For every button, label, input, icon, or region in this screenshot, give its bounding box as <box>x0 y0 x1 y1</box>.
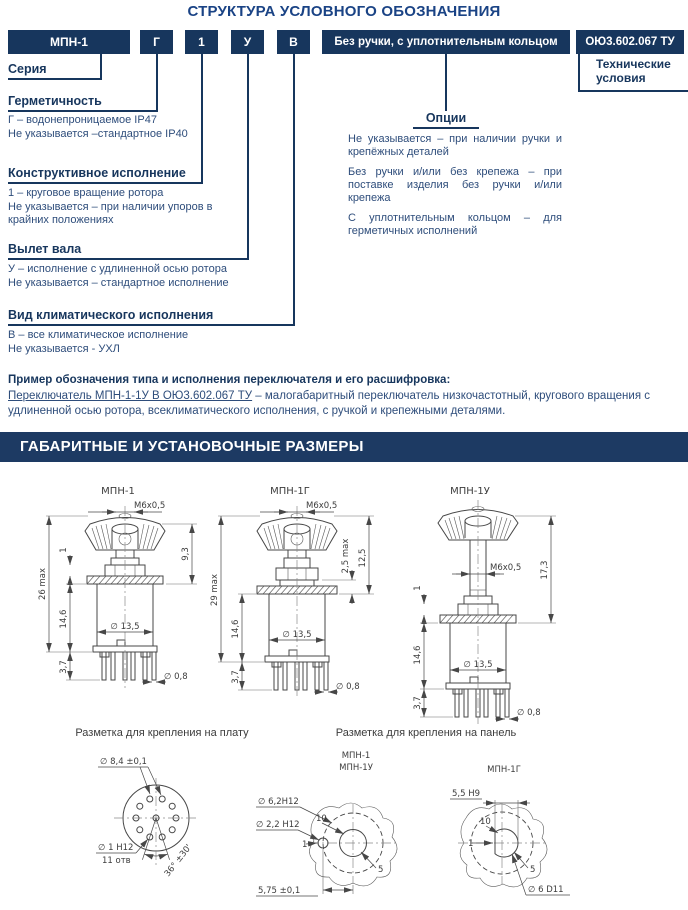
shaft-notes <box>8 263 288 290</box>
dim-shaft-hole: ∅ 6,2H12 <box>258 797 299 807</box>
dim-total-height: 29 max <box>210 573 220 607</box>
dim-body-diameter: ∅ 13,5 <box>463 660 493 670</box>
dim-body-diameter: ∅ 13,5 <box>110 622 140 632</box>
callout-seal-title: Герметичность <box>8 94 102 108</box>
design-note-1: 1 – круговое вращение ротора <box>8 187 164 199</box>
flange-hatch <box>257 586 336 594</box>
climate-note-1: В – все климатическое исполнение <box>8 329 189 341</box>
panel-mount-caption: Разметка для крепления на панель <box>335 727 517 739</box>
designation-box-series: МПН-1 <box>8 30 130 54</box>
dim-1: 1 <box>468 839 474 849</box>
pins <box>102 652 156 680</box>
designation-box-options: Без ручки, с уплотнительным кольцом <box>322 30 570 54</box>
dim-thread: M6x0,5 <box>490 563 522 573</box>
dim-1: 1 <box>302 840 308 850</box>
dim-ring-diameter: ∅ 8,4 ±0,1 <box>100 757 147 767</box>
callout-tu <box>578 54 688 92</box>
drawing-label: МПН-1У <box>450 486 490 497</box>
dim-offset: 5,75 ±0,1 <box>258 886 301 896</box>
options-note-3: С уплотнительным кольцом – для герметичных исполнений <box>348 212 562 237</box>
variant-label-2: МПН-1У <box>339 763 373 773</box>
dim-pin-hole: ∅ 2,2 H12 <box>256 820 300 830</box>
designation-box-tu: ОЮ3.602.067 ТУ <box>576 30 684 54</box>
dim-thread: M6x0,5 <box>134 501 166 511</box>
flange-hatch <box>87 576 160 584</box>
dim-bush-height: 12,5 <box>358 548 368 568</box>
options-note-1: Не указывается – при наличии ручки и крепёжных деталей <box>348 133 562 158</box>
example-block <box>8 374 682 419</box>
designation-box-seal: Г <box>140 30 173 54</box>
example-heading: Пример обозначения типа и исполнения переключателя и его расшифровка: <box>8 374 451 386</box>
dim-shaft-height: 17,3 <box>540 560 550 580</box>
dim-total-height: 26 max <box>38 567 48 601</box>
drawing-mpn1u-side <box>378 482 578 732</box>
options-note-2: Без ручки и/или без крепежа – при поставке изделия без ручки и/или крепежа <box>348 166 562 204</box>
dim-flat-width: 5,5 H9 <box>452 789 481 799</box>
seal-notes <box>8 114 258 141</box>
climate-note-2: Не указывается - УХЛ <box>8 342 120 355</box>
dim-pin-diameter: ∅ 0,8 <box>336 682 360 692</box>
options-title: Опции <box>413 111 479 129</box>
drawing-label: МПН-1Г <box>270 486 310 497</box>
dim-body-height: 14,6 <box>59 609 69 629</box>
dim-5: 5 <box>378 865 384 875</box>
dim-hole-diameter: ∅ 1 H12 <box>98 843 134 853</box>
callout-shaft-title: Вылет вала <box>8 242 82 256</box>
dim-flange: 1 <box>59 547 69 553</box>
options-leader-line <box>445 54 447 111</box>
switch-outline <box>85 506 165 688</box>
dim-pin-height: 3,7 <box>413 696 423 710</box>
example-designation: Переключатель МПН-1-1У В ОЮ3.602.067 ТУ <box>8 390 253 402</box>
dim-10: 10 <box>316 814 327 824</box>
dimensions <box>450 789 570 895</box>
example-description: – малогабаритный переключатель низкочастотный, кругового вращения с удлиненной осью ротора, всеклиматического исполнения, с ручкой и крепежными деталями. <box>8 390 650 417</box>
options-notes <box>348 133 562 245</box>
drawing-label: МПН-1 <box>101 486 135 497</box>
dim-10: 10 <box>480 817 491 827</box>
dim-angle: 36° ±30' <box>162 842 195 879</box>
dim-flange: 1 <box>413 585 423 591</box>
switch-outline <box>438 500 518 724</box>
dimensions <box>38 501 197 682</box>
drawing-mpn1-side <box>30 482 220 728</box>
design-note-2: Не указывается – при наличии упоров в крайних положениях <box>8 200 213 226</box>
dim-bush-height: 9,3 <box>181 547 191 561</box>
dim-pin-height: 3,7 <box>231 670 241 684</box>
dim-5: 5 <box>530 865 536 875</box>
drawing-panel-mount-mpn1 <box>256 748 406 908</box>
example-body <box>8 389 682 419</box>
flange-hatch <box>440 615 513 623</box>
section-header-dimensions: ГАБАРИТНЫЕ И УСТАНОВОЧНЫЕ РАЗМЕРЫ <box>0 432 688 462</box>
pins <box>274 662 328 690</box>
page-title: СТРУКТУРА УСЛОВНОГО ОБОЗНАЧЕНИЯ <box>187 3 501 20</box>
board-mount-caption: Разметка для крепления на плату <box>75 727 249 739</box>
design-notes <box>8 187 243 228</box>
drawing-mpn1g-side <box>202 482 392 732</box>
dim-pin-diameter: ∅ 0,8 <box>517 708 541 718</box>
callout-climate-title: Вид климатического исполнения <box>8 308 214 322</box>
shaft-note-2: Не указывается – стандартное исполнение <box>8 276 229 289</box>
dim-travel: 2,5 max <box>341 538 351 574</box>
dim-hole-count: 11 отв <box>102 856 131 866</box>
seal-note-1: Г – водонепроницаемое IP47 <box>8 114 157 126</box>
pins <box>455 689 509 717</box>
callout-tu-title: Технические условия <box>596 57 671 85</box>
dim-body-diameter: ∅ 13,5 <box>282 630 312 640</box>
dim-pin-diameter: ∅ 0,8 <box>164 672 188 682</box>
dim-body-height: 14,6 <box>413 645 423 665</box>
dim-pin-height: 3,7 <box>59 660 69 674</box>
callout-design-title: Конструктивное исполнение <box>8 166 186 180</box>
variant-label-1: МПН-1 <box>341 751 371 761</box>
shaft-note-1: У – исполнение с удлиненной осью ротора <box>8 263 227 275</box>
drawing-board-mount <box>92 748 232 908</box>
designation-box-design: 1 <box>185 30 218 54</box>
callout-series-title: Серия <box>8 62 47 76</box>
seal-note-2: Не указывается –стандартное IP40 <box>8 127 188 140</box>
dim-hole-diameter: ∅ 6 D11 <box>528 885 564 895</box>
variant-label: МПН-1Г <box>487 765 521 775</box>
dim-body-height: 14,6 <box>231 619 241 639</box>
drawing-panel-mount-mpn1g <box>424 748 584 908</box>
dimensions <box>210 501 374 692</box>
designation-box-climate: В <box>277 30 310 54</box>
climate-notes <box>8 329 268 356</box>
designation-box-shaft: У <box>231 30 264 54</box>
switch-outline <box>257 506 337 698</box>
dim-thread: M6x0,5 <box>306 501 338 511</box>
